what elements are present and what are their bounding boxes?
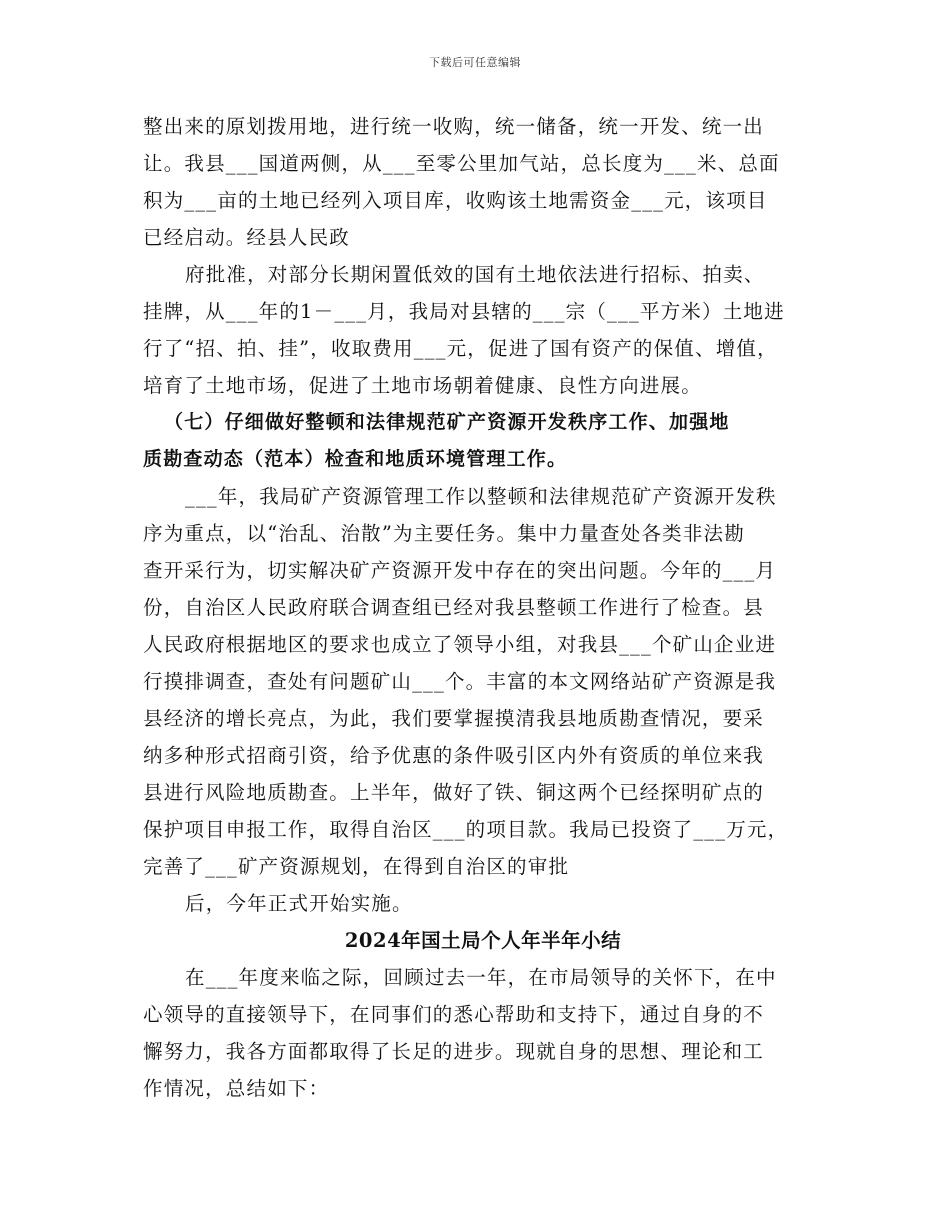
section-heading-7 — [143, 404, 823, 478]
document-title: 2024年国土局个人年半年小结 — [344, 929, 622, 952]
text-line: 保护项目申报工作，取得自治区___的项目款。我局已投资了___万元， — [143, 818, 789, 841]
text-line: 完善了___矿产资源规划，在得到自治区的审批 — [143, 855, 570, 878]
text-line: 府批准，对部分长期闲置低效的国有土地依法进行招标、拍卖、 — [185, 263, 765, 286]
text-line: 行摸排调查，查处有问题矿山___个。丰富的本文网络站矿产资源是我 — [143, 670, 777, 693]
text-line: 县经济的增长亮点，为此，我们要掌握摸清我县地质勘查情况，要采 — [143, 707, 765, 730]
text-line: 挂牌，从___年的1－___月，我局对县辖的___宗（___平方米）土地进 — [143, 300, 785, 323]
paragraph-implementation — [143, 885, 823, 922]
paragraph-land-auction — [143, 256, 823, 404]
text-line: 行了“招、拍、挂”，收取费用___元，促进了国有资产的保值、增值， — [143, 337, 778, 360]
text-line: 序为重点，以“治乱、治散”为主要任务。集中力量查处各类非法勘 — [143, 522, 745, 545]
text-line: 纳多种形式招商引资，给予优惠的条件吸引区内外有资质的单位来我 — [143, 744, 765, 767]
heading-line: 质勘查动态（范本）检查和地质环境管理工作。 — [143, 448, 568, 470]
text-line: 整出来的原划拨用地，进行统一收购，统一储备，统一开发、统一出 — [143, 115, 765, 138]
text-line: 让。我县___国道两侧，从___至零公里加气站，总长度为___米、总面 — [143, 152, 780, 175]
document-body — [143, 108, 823, 1107]
text-line: 心领导的直接领导下，在同事们的悉心帮助和支持下，通过自身的不 — [143, 1003, 765, 1026]
text-line: 份，自治区人民政府联合调查组已经对我县整顿工作进行了检查。县 — [143, 596, 765, 619]
text-line: 在___年度来临之际，回顾过去一年，在市局领导的关怀下，在中 — [185, 966, 777, 989]
text-line: 懈努力，我各方面都取得了长足的进步。现就自身的思想、理论和工 — [143, 1040, 765, 1063]
paragraph-mineral-resources — [143, 478, 823, 885]
heading-line: （七）仔细做好整顿和法律规范矿产资源开发秩序工作、加强地 — [164, 411, 730, 433]
text-line: 查开采行为，切实解决矿产资源开发中存在的突出问题。今年的___月 — [143, 559, 777, 582]
text-line: ___年，我局矿产资源管理工作以整顿和法律规范矿产资源开发秩 — [185, 485, 777, 508]
text-line: 作情况，总结如下： — [143, 1077, 330, 1100]
text-line: 已经启动。经县人民政 — [143, 226, 351, 249]
paragraph-summary-intro — [143, 959, 823, 1107]
text-line: 后，今年正式开始实施。 — [185, 892, 413, 915]
page-header-note: 下载后可任意编辑 — [429, 56, 521, 69]
paragraph-land-acquisition — [143, 108, 823, 256]
text-line: 县进行风险地质勘查。上半年，做好了铁、铜这两个已经探明矿点的 — [143, 781, 765, 804]
text-line: 积为___亩的土地已经列入项目库，收购该土地需资金___元，该项目 — [143, 189, 768, 212]
text-line: 人民政府根据地区的要求也成立了领导小组，对我县___个矿山企业进 — [143, 633, 777, 656]
text-line: 培育了土地市场，促进了土地市场朝着健康、良性方向进展。 — [143, 374, 702, 397]
